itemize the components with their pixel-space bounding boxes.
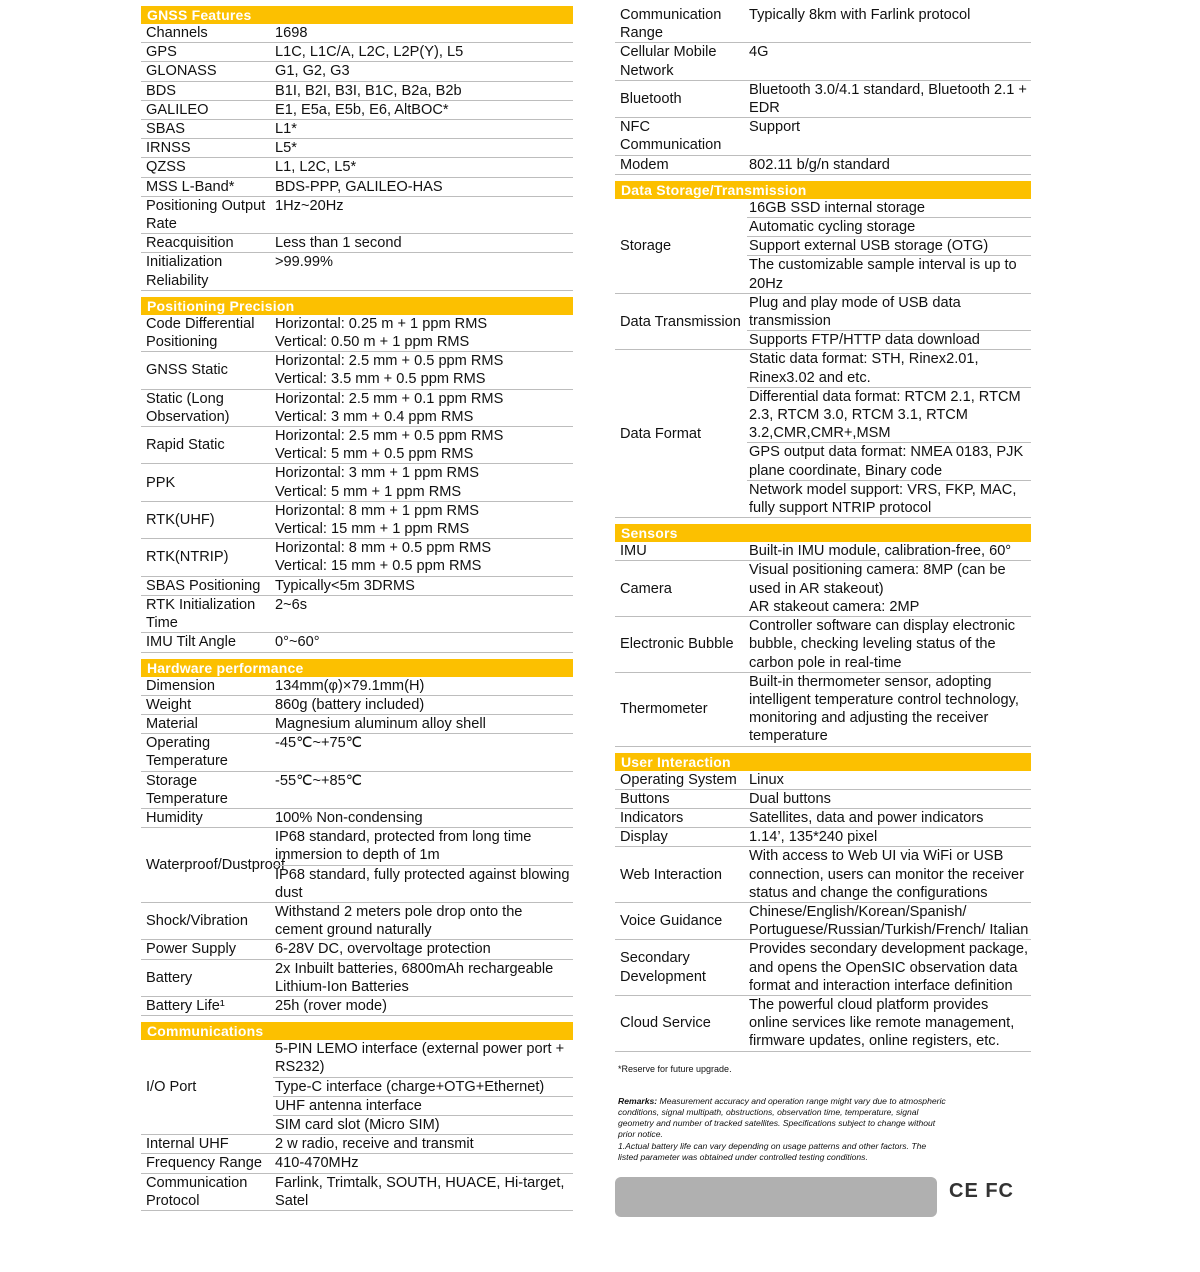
spec-value: Horizontal: 3 mm + 1 ppm RMS Vertical: 5 mm + 1 ppm RMS xyxy=(275,465,479,500)
spec-label: IMU xyxy=(620,543,647,560)
spec-value: Built-in IMU module, calibration-free, 60° xyxy=(749,543,1012,560)
spec-row-dimension xyxy=(141,677,573,696)
spec-value: Farlink, Trimtalk, SOUTH, HUACE, Hi-target, Satel xyxy=(275,1174,565,1209)
spec-label: Material xyxy=(146,715,198,732)
spec-row-operating-temperature xyxy=(141,734,573,771)
spec-row-sbas xyxy=(141,120,573,139)
spec-row-voice-guidance xyxy=(615,903,1031,940)
spec-values xyxy=(273,1174,573,1210)
spec-value: Support xyxy=(749,119,801,136)
spec-value: Provides secondary development package, and opens the OpenSIC observation data format and interaction interface definition xyxy=(749,941,1029,994)
spec-row-humidity xyxy=(141,809,573,828)
right-sections xyxy=(615,6,1031,1052)
spec-row-irnss xyxy=(141,139,573,158)
spec-values xyxy=(747,156,1031,174)
spec-label: RTK(NTRIP) xyxy=(146,549,229,566)
spec-values xyxy=(273,197,573,233)
spec-value: Dual buttons xyxy=(749,790,831,807)
spec-value: Bluetooth 3.0/4.1 standard, Bluetooth 2.1 + EDR xyxy=(749,81,1027,117)
spec-label: Operating Temperature xyxy=(146,735,228,770)
spec-value: Horizontal: 2.5 mm + 0.1 ppm RMS Vertical: 3 mm + 0.4 ppm RMS xyxy=(275,390,504,425)
spec-row-waterproof-dustproof xyxy=(141,828,573,903)
spec-value: The powerful cloud platform provides online services like remote management, firmware updates, online registers, etc. xyxy=(749,996,1015,1050)
spec-values xyxy=(747,617,1031,672)
spec-values xyxy=(747,118,1031,154)
spec-values xyxy=(273,715,573,733)
spec-label: Waterproof/Dustproof xyxy=(146,856,285,873)
spec-label: Battery xyxy=(146,969,193,986)
spec-values xyxy=(273,120,573,138)
spec-value: Automatic cycling storage xyxy=(747,218,1031,237)
spec-values xyxy=(747,847,1031,902)
spec-values xyxy=(273,828,573,902)
spec-values xyxy=(747,790,1031,808)
spec-values xyxy=(273,139,573,157)
spec-values xyxy=(747,673,1031,746)
spec-row-communication-protocol xyxy=(141,1174,573,1211)
spec-row-communication-range xyxy=(615,6,1031,43)
spec-values xyxy=(747,828,1031,846)
spec-value: Controller software can display electronic bubble, checking leveling status of the carbon pole in real-time xyxy=(749,618,1016,671)
spec-label: GALILEO xyxy=(146,101,209,118)
footer xyxy=(615,1177,1031,1221)
spec-value: Horizontal: 2.5 mm + 0.5 ppm RMS Vertical: 3.5 mm + 0.5 ppm RMS xyxy=(275,353,504,388)
spec-values xyxy=(273,772,573,808)
spec-values xyxy=(747,199,1031,293)
spec-value: SIM card slot (Micro SIM) xyxy=(275,1116,440,1133)
spec-value: Magnesium aluminum alloy shell xyxy=(275,715,486,732)
spec-row-bluetooth xyxy=(615,81,1031,118)
spec-label: NFC Communication xyxy=(620,119,722,154)
spec-value: 1.14’, 135*240 pixel xyxy=(749,829,878,846)
spec-row-battery xyxy=(141,960,573,997)
spec-row-operating-system xyxy=(615,771,1031,790)
footer-bar xyxy=(615,1177,937,1217)
spec-label: Weight xyxy=(146,696,192,713)
spec-row-static-long-observation xyxy=(141,390,573,427)
spec-values xyxy=(747,771,1031,789)
spec-label: Data Transmission xyxy=(620,313,741,330)
spec-value: 2x Inbuilt batteries, 6800mAh rechargeable Lithium-Ion Batteries xyxy=(275,960,554,995)
spec-value: G1, G2, G3 xyxy=(275,63,350,80)
section-title: User Interaction xyxy=(615,753,1031,771)
spec-row-secondary-development xyxy=(615,940,1031,996)
spec-values xyxy=(273,940,573,958)
spec-label: Buttons xyxy=(620,790,670,807)
spec-value: Static data format: STH, Rinex2.01, Rinex3.02 and etc. xyxy=(747,350,1031,387)
spec-row-buttons xyxy=(615,790,1031,809)
spec-values xyxy=(747,542,1031,560)
spec-row-cloud-service xyxy=(615,996,1031,1052)
spec-row-data-transmission xyxy=(615,294,1031,351)
spec-label: Humidity xyxy=(146,809,203,826)
spec-value: L1, L2C, L5* xyxy=(275,159,357,176)
spec-label: Power Supply xyxy=(146,941,237,958)
spec-label: Storage Temperature xyxy=(146,772,228,807)
spec-value: 2 w radio, receive and transmit xyxy=(275,1136,474,1153)
spec-row-indicators xyxy=(615,809,1031,828)
spec-label: RTK(UHF) xyxy=(146,511,215,528)
section-sensors xyxy=(615,524,1031,746)
spec-value: Typically<5m 3DRMS xyxy=(275,577,415,594)
spec-value: 0°~60° xyxy=(275,634,320,651)
spec-row-power-supply xyxy=(141,940,573,959)
spec-value: 6-28V DC, overvoltage protection xyxy=(275,941,491,958)
left-column xyxy=(141,6,573,1217)
spec-value: 860g (battery included) xyxy=(275,696,425,713)
spec-values xyxy=(747,6,1031,42)
spec-value: L1C, L1C/A, L2C, L2P(Y), L5 xyxy=(275,44,464,61)
spec-row-gps xyxy=(141,43,573,62)
spec-value: The customizable sample interval is up to 20Hz xyxy=(749,257,1017,292)
spec-row-rtk-ntrip xyxy=(141,539,573,576)
spec-values xyxy=(273,62,573,80)
remarks-text: Measurement accuracy and operation range might vary due to atmospheric conditions, signal multipath, obstructions, observation time, temperature, signal geometry and number of tracked satellites. Specifications subject to change without prior notice. xyxy=(618,1095,946,1140)
spec-row-i-o-port xyxy=(141,1040,573,1135)
spec-value: Satellites, data and power indicators xyxy=(749,809,984,826)
spec-values xyxy=(273,696,573,714)
right-column xyxy=(615,6,1031,1221)
spec-row-storage-temperature xyxy=(141,772,573,809)
spec-label: BDS xyxy=(146,82,177,99)
spec-row-mss-l-band xyxy=(141,178,573,197)
spec-value: 16GB SSD internal storage xyxy=(747,199,1031,218)
spec-value: UHF antenna interface xyxy=(273,1097,573,1116)
spec-label: Cloud Service xyxy=(620,1015,711,1032)
spec-label: SBAS Positioning xyxy=(146,577,261,594)
spec-label: GPS xyxy=(146,44,177,61)
spec-values xyxy=(273,315,573,351)
section-user-interaction xyxy=(615,753,1031,1052)
spec-label: Data Format xyxy=(620,425,702,442)
spec-value: Built-in thermometer sensor, adopting intelligent temperature control technology, monitoring and adjusting the receiver temperature xyxy=(749,673,1019,745)
spec-label: Web Interaction xyxy=(620,866,722,883)
spec-label: GLONASS xyxy=(146,63,217,80)
remarks-battery-note: 1.Actual battery life can vary depending on usage patterns and other factors. The listed parameter was obtained under controlled testing conditions. xyxy=(618,1140,927,1163)
remarks-heading: Remarks: xyxy=(618,1095,658,1106)
spec-values xyxy=(273,178,573,196)
spec-values xyxy=(273,539,573,575)
spec-label: PPK xyxy=(146,474,176,491)
spec-row-ppk xyxy=(141,464,573,501)
spec-value: Typically 8km with Farlink protocol xyxy=(749,7,971,23)
spec-values xyxy=(273,809,573,827)
spec-values xyxy=(747,809,1031,827)
spec-row-cellular-mobile-network xyxy=(615,43,1031,80)
spec-label: Cellular Mobile Network xyxy=(620,44,717,79)
spec-value: >99.99% xyxy=(275,254,334,271)
section-gnss-features xyxy=(141,6,573,291)
spec-row-modem xyxy=(615,156,1031,175)
spec-row-camera xyxy=(615,561,1031,617)
spec-values xyxy=(273,234,573,252)
spec-row-weight xyxy=(141,696,573,715)
spec-value: Chinese/English/Korean/Spanish/ Portuguese/Russian/Turkish/French/ Italian xyxy=(749,903,1029,939)
spec-label: RTK Initialization Time xyxy=(146,596,256,632)
spec-value: With access to Web UI via WiFi or USB connection, users can monitor the receiver status and change the configurations xyxy=(749,848,1024,901)
spec-values xyxy=(747,81,1031,117)
spec-row-reacquisition xyxy=(141,234,573,253)
spec-label: Secondary Development xyxy=(620,950,706,985)
spec-row-storage xyxy=(615,199,1031,294)
spec-value: Visual positioning camera: 8MP (can be used in AR stakeout) AR stakeout camera: 2MP xyxy=(749,562,1006,615)
spec-label: Positioning Output Rate xyxy=(146,197,266,233)
spec-row-rapid-static xyxy=(141,427,573,464)
spec-values xyxy=(747,294,1031,350)
spec-row-qzss xyxy=(141,158,573,177)
spec-label: Modem xyxy=(620,156,669,173)
spec-label: Camera xyxy=(620,580,672,597)
spec-values xyxy=(273,960,573,996)
certification-marks: CE FC xyxy=(949,1180,1014,1203)
spec-label: Indicators xyxy=(620,809,684,826)
spec-label: Shock/Vibration xyxy=(146,913,248,930)
spec-label: Voice Guidance xyxy=(620,913,723,930)
spec-values xyxy=(273,633,573,651)
spec-label: Initialization Reliability xyxy=(146,254,223,289)
spec-value: -45℃~+75℃ xyxy=(275,735,363,752)
spec-value: BDS-PPP, GALILEO-HAS xyxy=(275,178,443,195)
spec-value: Less than 1 second xyxy=(275,235,402,252)
spec-row-battery-life xyxy=(141,997,573,1016)
spec-value: Withstand 2 meters pole drop onto the cement ground naturally xyxy=(275,903,523,939)
section-hardware-performance xyxy=(141,659,573,1017)
spec-value: 2~6s xyxy=(275,596,308,613)
spec-row-web-interaction xyxy=(615,847,1031,903)
spec-value: IP68 standard, protected from long time immersion to depth of 1m xyxy=(273,828,573,865)
spec-label: Operating System xyxy=(620,771,737,788)
spec-label: Storage xyxy=(620,237,672,254)
spec-values xyxy=(273,1135,573,1153)
section-title: Communications xyxy=(141,1022,573,1040)
spec-label: Static (Long Observation) xyxy=(146,390,230,425)
spec-row-data-format xyxy=(615,350,1031,518)
spec-value: B1I, B2I, B3I, B1C, B2a, B2b xyxy=(275,82,462,99)
spec-values xyxy=(747,561,1031,616)
spec-values xyxy=(273,502,573,538)
spec-value: 410-470MHz xyxy=(275,1155,359,1172)
spec-values xyxy=(273,352,573,388)
spec-value: -55℃~+85℃ xyxy=(275,772,363,789)
spec-value: 802.11 b/g/n standard xyxy=(749,156,890,173)
spec-row-rtk-uhf xyxy=(141,502,573,539)
spec-row-imu xyxy=(615,542,1031,561)
spec-row-glonass xyxy=(141,62,573,81)
spec-values xyxy=(273,101,573,119)
spec-value: L5* xyxy=(275,140,297,157)
spec-row-imu-tilt-angle xyxy=(141,633,573,652)
spec-values xyxy=(273,82,573,100)
spec-value: 25h (rover mode) xyxy=(275,997,387,1014)
section-title: Sensors xyxy=(615,524,1031,542)
spec-value: Linux xyxy=(749,771,784,788)
spec-values xyxy=(747,940,1031,995)
spec-value: 1Hz~20Hz xyxy=(275,197,344,214)
spec-values xyxy=(747,903,1031,939)
spec-label: Bluetooth xyxy=(620,90,682,107)
spec-label: Display xyxy=(620,829,668,846)
spec-label: SBAS xyxy=(146,121,185,138)
spec-values xyxy=(273,24,573,42)
spec-value: Horizontal: 8 mm + 0.5 ppm RMS Vertical: 15 mm + 0.5 ppm RMS xyxy=(275,540,492,575)
section-positioning-precision xyxy=(141,297,573,653)
spec-label: Rapid Static xyxy=(146,437,225,454)
spec-label: Dimension xyxy=(146,677,215,694)
spec-value: 100% Non-condensing xyxy=(275,809,423,826)
spec-value: 5-PIN LEMO interface (external power port + RS232) xyxy=(273,1040,573,1077)
spec-label: Reacquisition xyxy=(146,235,234,252)
spec-value: Differential data format: RTCM 2.1, RTCM 2.3, RTCM 3.0, RTCM 3.1, RTCM 3.2,CMR,CMR+,MSM xyxy=(747,388,1031,444)
spec-row-positioning-output-rate xyxy=(141,197,573,234)
section-title: Data Storage/Transmission xyxy=(615,181,1031,199)
spec-value: 4G xyxy=(749,44,769,61)
spec-values xyxy=(273,464,573,500)
spec-values xyxy=(273,1154,573,1172)
spec-label: IMU Tilt Angle xyxy=(146,634,237,651)
spec-values xyxy=(273,677,573,695)
spec-label: QZSS xyxy=(146,159,186,176)
spec-value: IP68 standard, fully protected against blowing dust xyxy=(275,866,570,901)
spec-row-bds xyxy=(141,82,573,101)
section-continued xyxy=(615,6,1031,175)
spec-label: Code Differential Positioning xyxy=(146,315,255,351)
spec-values xyxy=(273,734,573,770)
section-communications xyxy=(141,1022,573,1211)
spec-label: IRNSS xyxy=(146,140,191,157)
spec-label: Channels xyxy=(146,25,208,41)
spec-values xyxy=(273,1040,573,1134)
spec-label: Internal UHF xyxy=(146,1136,229,1153)
spec-label: MSS L-Band* xyxy=(146,178,235,195)
spec-label: Thermometer xyxy=(620,701,708,717)
spec-value: 1698 xyxy=(275,25,308,41)
section-title: Hardware performance xyxy=(141,659,573,677)
spec-row-channels xyxy=(141,24,573,43)
spec-row-galileo xyxy=(141,101,573,120)
spec-value: Plug and play mode of USB data transmission xyxy=(747,294,1031,331)
spec-values xyxy=(747,350,1031,517)
spec-label: Electronic Bubble xyxy=(620,636,734,653)
spec-row-internal-uhf xyxy=(141,1135,573,1154)
spec-row-thermometer xyxy=(615,673,1031,747)
spec-values xyxy=(273,390,573,426)
spec-row-frequency-range xyxy=(141,1154,573,1173)
spec-values xyxy=(273,427,573,463)
spec-values xyxy=(273,577,573,595)
spec-label: Communication Range xyxy=(620,7,722,42)
section-title: Positioning Precision xyxy=(141,297,573,315)
spec-label: GNSS Static xyxy=(146,362,228,379)
spec-label: Battery Life¹ xyxy=(146,997,225,1014)
spec-row-rtk-initialization-time xyxy=(141,596,573,633)
spec-values xyxy=(273,158,573,176)
spec-row-code-differential-positioning xyxy=(141,315,573,352)
spec-row-shock-vibration xyxy=(141,903,573,940)
spec-value: Support external USB storage (OTG) xyxy=(747,237,1031,256)
spec-label: Communication Protocol xyxy=(146,1174,248,1209)
section-title: GNSS Features xyxy=(141,6,573,24)
spec-row-initialization-reliability xyxy=(141,253,573,290)
spec-row-nfc-communication xyxy=(615,118,1031,155)
spec-row-electronic-bubble xyxy=(615,617,1031,673)
spec-label: Frequency Range xyxy=(146,1155,263,1172)
spec-values xyxy=(747,996,1031,1051)
spec-values xyxy=(747,43,1031,79)
spec-row-material xyxy=(141,715,573,734)
spec-value: 134mm(φ)×79.1mm(H) xyxy=(275,677,425,694)
spec-value: Horizontal: 2.5 mm + 0.5 ppm RMS Vertical: 5 mm + 0.5 ppm RMS xyxy=(275,428,504,463)
spec-values xyxy=(273,903,573,939)
spec-row-gnss-static xyxy=(141,352,573,389)
spec-row-sbas-positioning xyxy=(141,577,573,596)
section-data-storage-transmission xyxy=(615,181,1031,518)
spec-values xyxy=(273,43,573,61)
spec-label: I/O Port xyxy=(146,1079,197,1096)
spec-row-display xyxy=(615,828,1031,847)
spec-value: Network model support: VRS, FKP, MAC, fully support NTRIP protocol xyxy=(749,481,1017,517)
spec-values xyxy=(273,997,573,1015)
spec-value: GPS output data format: NMEA 0183, PJK plane coordinate, Binary code xyxy=(747,443,1031,480)
spec-value: L1* xyxy=(275,121,297,138)
spec-value: Horizontal: 8 mm + 1 ppm RMS Vertical: 15 mm + 1 ppm RMS xyxy=(275,502,479,538)
spec-value: E1, E5a, E5b, E6, AltBOC* xyxy=(275,101,449,118)
footnote: *Reserve for future upgrade. xyxy=(618,1063,732,1074)
spec-value: Type-C interface (charge+OTG+Ethernet) xyxy=(273,1078,573,1097)
spec-values xyxy=(273,253,573,289)
spec-value: Horizontal: 0.25 m + 1 ppm RMS Vertical: 0.50 m + 1 ppm RMS xyxy=(275,315,488,351)
spec-values xyxy=(273,596,573,632)
spec-value: Supports FTP/HTTP data download xyxy=(749,332,980,349)
remarks xyxy=(618,1096,948,1164)
